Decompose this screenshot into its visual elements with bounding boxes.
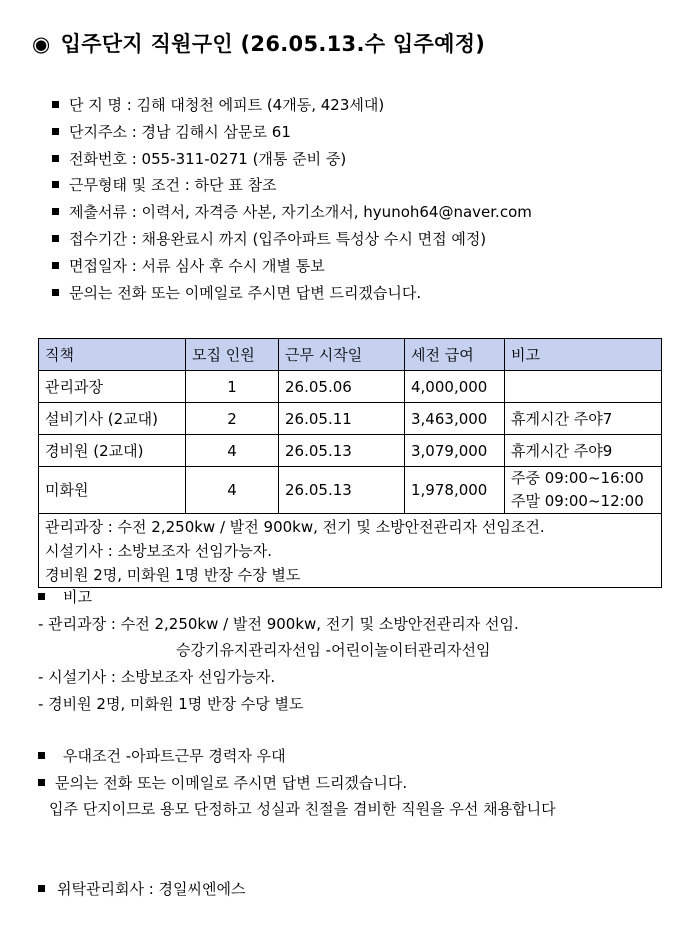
cell-count: 1 [186,371,279,403]
column-header-start: 근무 시작일 [279,339,405,371]
note-weekend: 주말 09:00~12:00 [511,492,644,510]
table-header-row [39,339,662,371]
preference-line: 우대조건 -아파트근무 경력자 우대 [38,745,286,766]
cell-count: 4 [186,467,279,514]
square-bullet-icon [52,208,59,215]
square-bullet-icon [38,885,45,892]
info-item: 제출서류 : 이력서, 자격증 사본, 자기소개서, hyunoh64@naver.com [52,199,532,226]
footnote-line: 경비원 2명, 미화원 1명 반장 수장 별도 [45,566,301,584]
page-title [32,28,485,58]
cell-start: 26.05.06 [279,371,405,403]
contact-line: 문의는 전화 또는 이메일로 주시면 답변 드리겠습니다. [38,772,407,793]
cell-count: 2 [186,403,279,435]
square-bullet-icon [52,289,59,296]
cell-position: 미화원 [39,467,186,514]
cell-start: 26.05.11 [279,403,405,435]
cell-note: 휴게시간 주야7 [505,403,662,435]
square-bullet-icon [52,181,59,188]
cell-note: 휴게시간 주야9 [505,435,662,467]
cell-salary: 3,079,000 [405,435,505,467]
cell-start: 26.05.13 [279,467,405,514]
cell-salary: 4,000,000 [405,371,505,403]
company-line: 위탁관리회사 : 경일씨엔에스 [38,878,245,899]
square-bullet-icon [38,752,45,759]
cell-position: 설비기사 (2교대) [39,403,186,435]
footnote-line: 시설기사 : 소방보조자 선임가능자. [45,542,272,560]
column-header-count: 모집 인원 [186,339,279,371]
column-header-position: 직책 [39,339,186,371]
note-line: - 경비원 2명, 미화원 1명 반장 수당 별도 [38,695,304,713]
square-bullet-icon [38,593,45,600]
notes-heading: 비고 [38,586,92,607]
jobs-table [38,338,662,588]
info-item: 단 지 명 : 김해 대청천 에피트 (4개동, 423세대) [52,92,532,119]
table-row [39,467,662,514]
cell-position: 경비원 (2교대) [39,435,186,467]
square-bullet-icon [52,235,59,242]
column-header-salary: 세전 급여 [405,339,505,371]
square-bullet-icon [38,779,45,786]
cell-note [505,467,662,514]
note-line: - 관리과장 : 수전 2,250kw / 발전 900kw, 전기 및 소방안전관리자 선임. [38,615,519,633]
info-item: 단지주소 : 경남 김해시 삼문로 61 [52,119,532,146]
info-item: 문의는 전화 또는 이메일로 주시면 답변 드리겠습니다. [52,280,532,307]
note-line: - 시설기사 : 소방보조자 선임가능자. [38,668,276,686]
hiring-line: 입주 단지이므로 용모 단정하고 성실과 친절을 겸비한 직원을 우선 채용합니다 [49,800,556,818]
footnote-line: 관리과장 : 수전 2,250kw / 발전 900kw, 전기 및 소방안전관리자 선임조건. [45,518,545,536]
page-title-text: 입주단지 직원구인 (26.05.13.수 입주예정) [60,32,486,56]
table-row [39,403,662,435]
cell-start: 26.05.13 [279,435,405,467]
table-row [39,371,662,403]
info-item: 근무형태 및 조건 : 하단 표 참조 [52,172,532,199]
info-list [52,92,532,306]
square-bullet-icon [52,155,59,162]
cell-salary: 1,978,000 [405,467,505,514]
info-item: 전화번호 : 055-311-0271 (개통 준비 중) [52,146,532,173]
square-bullet-icon [52,262,59,269]
note-weekday: 주중 09:00~16:00 [511,469,644,487]
cell-salary: 3,463,000 [405,403,505,435]
info-item: 면접일자 : 서류 심사 후 수시 개별 통보 [52,253,532,280]
table-footnote-row [39,514,662,588]
cell-position: 관리과장 [39,371,186,403]
target-bullet-icon: ◉ [32,32,51,56]
square-bullet-icon [52,128,59,135]
cell-count: 4 [186,435,279,467]
info-item: 접수기간 : 채용완료시 까지 (입주아파트 특성상 수시 면접 예정) [52,226,532,253]
cell-note [505,371,662,403]
column-header-note: 비고 [505,339,662,371]
square-bullet-icon [52,101,59,108]
note-line: 승강기유지관리자선임 -어린이놀이터관리자선임 [176,641,491,659]
table-footnote [39,514,662,588]
table-row [39,435,662,467]
